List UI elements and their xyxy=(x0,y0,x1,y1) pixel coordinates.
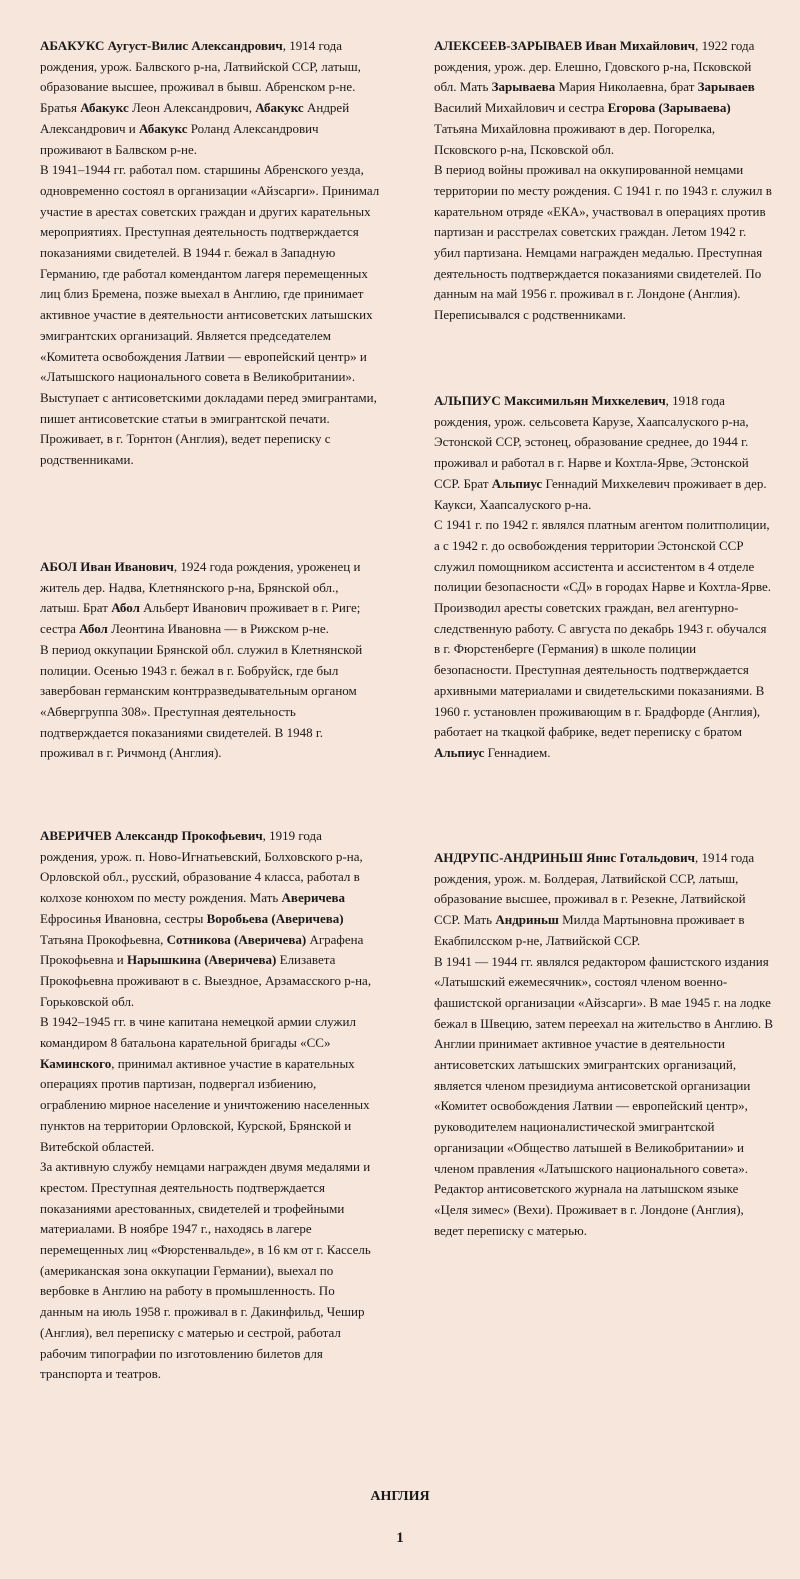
relative-name: Абол xyxy=(111,600,140,616)
entry-intro: АБАКУКС Аугуст-Вилис Александрович, 1914 года рождения, урож. Балвского р-на, Латвийской ССР, латыш, образование высшее, проживал в бывш. Абренском р-не. Братья Абакукс Леон Александрович, Абакукс Андрей Александрович и Абакукс Роланд Александрович проживают в Балвском р-не. xyxy=(40,38,361,157)
relative-name: Нарышкина (Аверичева) xyxy=(127,952,277,968)
entry-name-heading: АВЕРИЧЕВ Александр Прокофьевич xyxy=(40,828,263,843)
entry-intro: АНДРУПС-АНДРИНЬШ Янис Готальдович, 1914 года рождения, урож. м. Болдерая, Латвийской ССР, латыш, образование высшее, проживал в г. Резекне, Латвийской ССР. Мать Андриньш Милда Мартыновна проживает в Екабпилсском р-не, Латвийской ССР. xyxy=(434,850,755,948)
entry-averichev xyxy=(40,826,380,1385)
entry-intro: АВЕРИЧЕВ Александр Прокофьевич, 1919 года рождения, урож. п. Ново-Игнатьевский, Болховского р-на, Орловской обл., русский, образование 4 класса, работал в колхозе конюхом по месту рождения. Мать Аверичева Ефросинья Ивановна, сестры Воробьева (Аверичева) Татьяна Прокофьевна, Сотникова (Аверичева) Аграфена Прокофьевна и Нарышкина (Аверичева) Елизавета Прокофьевна проживают в с. Выездное, Арзамасского р-на, Горьковской обл. xyxy=(40,828,372,1009)
entry-paragraph: В 1941 — 1944 гг. являлся редактором фашистского издания «Латышский ежемесячник», состоял членом военно-фашистской организации «Айзсарги». В мае 1945 г. на лодке бежал в Швецию, затем переехал на жительство в Англию. В Англии принимает активное участие в деятельности антисоветских латышских эмигрантских организаций, является членом президиума антисоветской организации «Комитет освобождения Латвии — европейский центр», руководителем националистической эмигрантской организации «Общество латышей в Великобритании» и членом правления «Латышского национального совета». Редактор антисоветского журнала на латышском языке «Целя зимес» (Вехи). Проживает в г. Лондоне (Англия), ведет переписку с матерью. xyxy=(434,953,774,1238)
relative-name: Зарываев xyxy=(697,79,755,95)
entry-name-heading: АЛЬПИУС Максимильян Михкелевич xyxy=(434,393,666,408)
entry-name-heading: АНДРУПС-АНДРИНЬШ Янис Готальдович xyxy=(434,850,695,865)
entry-alekseev-zaryvaev xyxy=(434,36,774,326)
relative-name: Альпиус xyxy=(434,744,485,760)
entry-intro: АБОЛ Иван Иванович, 1924 года рождения, уроженец и житель дер. Надва, Клетнянского р-на, Брянской обл., латыш. Брат Абол Альберт Иванович проживает в г. Риге; сестра Абол Леонтина Ивановна — в Рижском р-не. xyxy=(40,559,361,637)
relative-name: Абакукс xyxy=(80,100,129,116)
relative-name: Абакукс xyxy=(139,120,188,136)
relative-name: Альпиус xyxy=(491,475,543,491)
entry-name-heading: АБОЛ Иван Иванович xyxy=(40,559,174,574)
relative-name: Каминского xyxy=(40,1055,112,1071)
entry-paragraph: За активную службу немцами награжден двумя медалями и крестом. Преступная деятельность подтверждается показаниями арестованных, свидетелей и трофейными материалами. В ноябре 1947 г., находясь в лагере перемещенных лиц «Фюрстенвальде», в 16 км от г. Кассель (американская зона оккупации Германии), выехал по вербовке в Англию на работу в промышленность. По данным на июль 1958 г. проживал в г. Дакинфильд, Чешир (Англия), вел переписку с матерью и сестрой, работал рабочим типографии по изготовлению билетов для транспорта и театров. xyxy=(40,1159,371,1382)
relative-name: Сотникова (Аверичева) xyxy=(166,931,307,947)
entry-paragraph: С 1941 г. по 1942 г. являлся платным агентом политполиции, а с 1942 г. до освобождения территории Эстонской ССР служил помощником ассистента и ассистентом в 4 отделе полиции безопасности «СД» в городах Нарве и Кохтла-Ярве. Производил аресты советских граждан, вел агентурно-следственную работу. С августа по декабрь 1943 г. обучался в г. Фюрстенберге (Германия) в школе полиции безопасности. Преступная деятельность подтверждается архивными материалами и свидетельскими показаниями. В 1960 г. установлен проживающим в г. Брадфорде (Англия), работает на ткацкой фабрике, ведет переписку с братом Альпиус Геннадием. xyxy=(434,517,772,760)
entry-abol xyxy=(40,557,380,764)
entry-abakuks xyxy=(40,36,380,471)
relative-name: Егорова (Зарываева) xyxy=(607,100,731,116)
relative-name: Воробьева (Аверичева) xyxy=(206,910,344,926)
entry-intro: АЛЕКСЕЕВ-ЗАРЫВАЕВ Иван Михайлович, 1922 года рождения, урож. дер. Елешно, Гдовского р-на, Псковской обл. Мать Зарываева Мария Николаевна, брат Зарываев Василий Михайлович и сестра Егорова (Зарываева) Татьяна Михайловна проживают в дер. Погорелка, Псковского р-на, Псковской обл. xyxy=(434,38,755,157)
entry-alpius xyxy=(434,391,774,764)
entry-paragraph: В период войны проживал на оккупированной немцами территории по месту рождения. С 1941 г. по 1943 г. служил в карательном отряде «ЕКА», участвовал в операциях против партизан и расстрелах советских граждан. Летом 1942 г. убил партизана. Немцами награжден медалью. Преступная деятельность подтверждается показаниями свидетелей. По данным на май 1956 г. проживал в г. Лондоне (Англия). Переписывался с родственниками. xyxy=(434,162,772,323)
entry-andrups-andrinsh xyxy=(434,848,774,1241)
relative-name: Зарываева xyxy=(491,79,556,95)
entry-paragraph: В 1941–1944 гг. работал пом. старшины Абренского уезда, одновременно состоял в организации «Айзсарги». Принимал участие в арестах советских граждан и других карательных мероприятиях. Преступная деятельность подтверждается показаниями свидетелей. В 1944 г. бежал в Западную Германию, где работал комендантом лагеря перемещенных лиц близ Бремена, позже выехал в Англию, где принимает активное участие в деятельности антисоветских латышских эмигрантских организаций. Является председателем «Комитета освобождения Латвии — европейский центр» и «Латышского национального совета в Великобритании». Выступает с антисоветскими докладами перед эмигрантами, пишет антисоветские статьи в эмигрантской печати. Проживает, в г. Торнтон (Англия), ведет переписку с родственниками. xyxy=(40,162,380,468)
entry-paragraph: В 1942–1945 гг. в чине капитана немецкой армии служил командиром 8 батальона карательной бригады «СС» Каминского, принимал активное участие в карательных операциях против партизан, подвергал избиению, ограблению мирное население и уничтожению населенных пунктов на территории Орловской, Курской, Брянской и Витебской областей. xyxy=(40,1014,370,1154)
entry-intro: АЛЬПИУС Максимильян Михкелевич, 1918 года рождения, урож. сельсовета Карузе, Хаапсалуского р-на, Эстонской ССР, эстонец, образование среднее, до 1944 г. проживал и работал в г. Нарве и Кохтла-Ярве, Эстонской ССР. Брат Альпиус Геннадий Михкелевич проживает в дер. Каукси, Хаапсалуского р-на. xyxy=(434,393,767,512)
relative-name: Андриньш xyxy=(495,912,559,928)
relative-name: Аверичева xyxy=(281,890,346,906)
entry-name-heading: АЛЕКСЕЕВ-ЗАРЫВАЕВ Иван Михайлович xyxy=(434,38,696,53)
page-number: 1 xyxy=(396,1530,404,1546)
country-heading: АНГЛИЯ xyxy=(370,1489,430,1504)
entry-paragraph: В период оккупации Брянской обл. служил в Клетнянской полиции. Осенью 1943 г. бежал в г. Бобруйск, где был завербован германским контрразведывательным органом «Абвергруппа 308». Преступная деятельность подтверждается показаниями свидетелей. В 1948 г. проживал в г. Ричмонд (Англия). xyxy=(40,641,363,761)
relative-name: Абол xyxy=(79,621,108,637)
entry-name-heading: АБАКУКС Аугуст-Вилис Александрович xyxy=(40,38,283,53)
relative-name: Абакукс xyxy=(255,100,304,116)
